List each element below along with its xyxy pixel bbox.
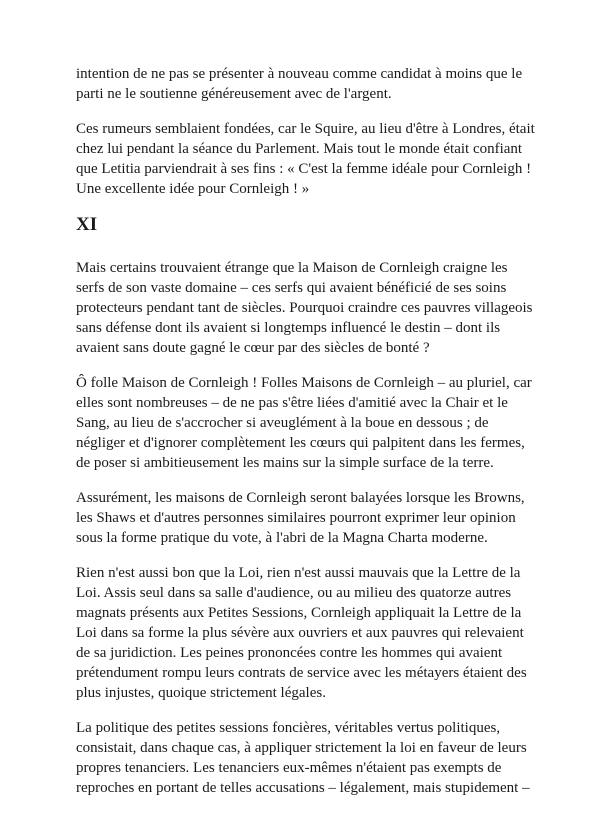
paragraph-3: Mais certains trouvaient étrange que la Maison de Cornleigh craigne les serfs de son vaste domaine – ces serfs qui avaient bénéficié de ses soins protecteurs pendant tant de siècles. Pourquoi craindre ces pauvres villageois sans défense dont ils avaient si longtemps influencé le destin – dont ils avaient sans doute gagné le cœur par des siècles de bonté ? xyxy=(76,260,533,356)
paragraph-5: Assurément, les maisons de Cornleigh seront balayées lorsque les Browns, les Shaws et d'autres personnes similaires pourront exprimer leur opinion sous la forme pratique du vote, à l'abri de la Magna Charta moderne. xyxy=(76,490,525,546)
chapter-heading: XI xyxy=(76,214,98,235)
paragraph-1: intention de ne pas se présenter à nouveau comme candidat à moins que le parti ne le soutienne généreusement avec de l'argent. xyxy=(76,66,523,102)
paragraph-7: La politique des petites sessions foncières, véritables vertus politiques, consistait, dans chaque cas, à appliquer strictement la loi en faveur de leurs propres tenanciers. Les tenanciers eux-mêmes n'étaient pas exempts de reproches en portant de telles accusations – légalement, mais stupidement – xyxy=(76,720,530,796)
paragraph-2: Ces rumeurs semblaient fondées, car le Squire, au lieu d'être à Londres, était chez lui pendant la séance du Parlement. Mais tout le monde était confiant que Letitia parviendrait à ses fins : « C'est la femme idéale pour Cornleigh ! Une excellente idée pour Cornleigh ! » xyxy=(76,121,535,197)
paragraph-6: Rien n'est aussi bon que la Loi, rien n'est aussi mauvais que la Lettre de la Loi. Assis seul dans sa salle d'audience, ou au milieu des quatorze autres magnats présents aux Petites Sessions, Cornleigh appliquait la Lettre de la Loi dans sa forme la plus sévère aux ouvriers et aux pauvres qui relevaient de sa juridiction. Les peines prononcées contre les hommes qui avaient prétendument rompu leurs contrats de service avec les métayers étaient des plus injustes, quoique strictement légales. xyxy=(76,565,527,701)
document-page xyxy=(76,64,538,813)
paragraph-4: Ô folle Maison de Cornleigh ! Folles Maisons de Cornleigh – au pluriel, car elles sont nombreuses – de ne pas s'être liées d'amitié avec la Chair et le Sang, au lieu de s'accrocher si aveuglément à la boue en dessous ; de négliger et d'ignorer complètement les cœurs qui palpitent dans les fermes, de poser si ambitieusement les mains sur la simple surface de la terre. xyxy=(76,375,532,471)
